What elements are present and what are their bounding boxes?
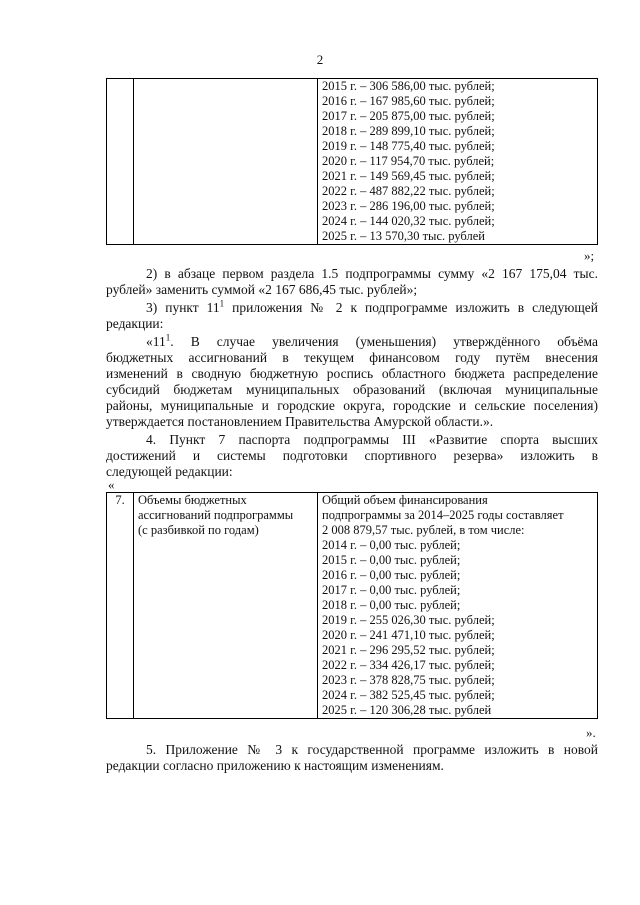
funding-line: 2014 г. – 0,00 тыс. рублей; (322, 538, 461, 552)
opening-quote: « (108, 477, 115, 492)
funding-line: 2020 г. – 117 954,70 тыс. рублей; (322, 154, 495, 168)
text-line: субсидий бюджетам муниципальных образований (включая муниципальные (106, 382, 598, 397)
page-number: 2 (316, 52, 324, 67)
table-cell-label (134, 79, 318, 245)
text-line (106, 334, 598, 350)
funding-line: 2017 г. – 205 875,00 тыс. рублей; (322, 109, 495, 123)
passport-item-7-table (106, 492, 598, 719)
text-fragment: . В случае увеличения (уменьшения) утверждённого объёма (170, 334, 598, 349)
text-line (106, 300, 598, 316)
text-line: 2) в абзаце первом раздела 1.5 подпрограммы сумму «2 167 175,04 тыс. (146, 266, 598, 281)
paragraph-11-1 (106, 334, 598, 430)
funding-line: 2015 г. – 306 586,00 тыс. рублей; (322, 79, 495, 93)
funding-line: 2023 г. – 378 828,75 тыс. рублей; (322, 673, 495, 687)
text-fragment: «11 (146, 334, 166, 349)
table-cell-label (134, 493, 318, 719)
paragraph-2 (106, 266, 598, 298)
funding-line: 2016 г. – 0,00 тыс. рублей; (322, 568, 461, 582)
funding-line: 2021 г. – 296 295,52 тыс. рублей; (322, 643, 495, 657)
text-line: редакции согласно приложению к настоящим изменениям. (106, 758, 444, 773)
text-line: 5. Приложение № 3 к государственной программе изложить в новой (146, 742, 598, 757)
funding-line: 2021 г. – 149 569,45 тыс. рублей; (322, 169, 495, 183)
funding-line: 2019 г. – 255 026,30 тыс. рублей; (322, 613, 495, 627)
label-line: Объемы бюджетных (138, 493, 247, 507)
label-line: ассигнований подпрограммы (138, 508, 294, 522)
closing-quote: ». (586, 725, 596, 740)
table-cell-values (318, 79, 598, 245)
paragraph-3 (106, 300, 598, 332)
paragraph-4 (106, 432, 598, 480)
paragraph-5 (106, 742, 598, 774)
closing-quote: »; (584, 248, 595, 263)
funding-line: Общий объем финансирования (322, 493, 488, 507)
funding-line: 2024 г. – 144 020,32 тыс. рублей; (322, 214, 495, 228)
funding-line: 2022 г. – 487 882,22 тыс. рублей; (322, 184, 495, 198)
funding-line: 2022 г. – 334 426,17 тыс. рублей; (322, 658, 495, 672)
funding-line: 2018 г. – 0,00 тыс. рублей; (322, 598, 461, 612)
funding-line: 2016 г. – 167 985,60 тыс. рублей; (322, 94, 495, 108)
superscript: 1 (165, 332, 171, 343)
funding-table-continued (106, 78, 598, 245)
text-fragment: 3) пункт 11 (146, 300, 220, 315)
text-fragment: приложения № 2 к подпрограмме изложить в следующей (224, 300, 598, 315)
text-line: изменений в сводную бюджетную роспись областного бюджета распределение (106, 366, 598, 381)
funding-line: 2024 г. – 382 525,45 тыс. рублей; (322, 688, 495, 702)
table-row (107, 493, 598, 719)
text-line: следующей редакции: (106, 464, 233, 479)
funding-line: 2017 г. – 0,00 тыс. рублей; (322, 583, 461, 597)
table-cell-values (318, 493, 598, 719)
text-line: рублей» заменить суммой «2 167 686,45 тыс. рублей»; (106, 282, 418, 297)
text-line: утверждается постановлением Правительства Амурской области.». (106, 414, 494, 429)
funding-line: 2023 г. – 286 196,00 тыс. рублей; (322, 199, 495, 213)
text-line: бюджетных ассигнований в текущем финансовом году путём внесения (106, 350, 598, 365)
funding-line: 2 008 879,57 тыс. рублей, в том числе: (322, 523, 525, 537)
funding-line: подпрограммы за 2014–2025 годы составляет (322, 508, 564, 522)
text-line: редакции: (106, 316, 164, 331)
funding-line: 2025 г. – 13 570,30 тыс. рублей (322, 229, 485, 243)
superscript: 1 (219, 298, 225, 309)
text-line: 4. Пункт 7 паспорта подпрограммы III «Развитие спорта высших (146, 432, 598, 447)
table-cell-number: 7. (107, 493, 134, 719)
table-cell-number (107, 79, 134, 245)
funding-line: 2015 г. – 0,00 тыс. рублей; (322, 553, 461, 567)
text-line: районы, муниципальные и городские округа, городские и сельские поселения) (106, 398, 598, 413)
funding-line: 2019 г. – 148 775,40 тыс. рублей; (322, 139, 495, 153)
funding-line: 2025 г. – 120 306,28 тыс. рублей (322, 703, 492, 717)
funding-line: 2020 г. – 241 471,10 тыс. рублей; (322, 628, 495, 642)
table-row (107, 79, 598, 245)
funding-line: 2018 г. – 289 899,10 тыс. рублей; (322, 124, 495, 138)
text-line: достижений и системы подготовки спортивного резерва» изложить в (106, 448, 598, 463)
label-line: (с разбивкой по годам) (138, 523, 259, 537)
